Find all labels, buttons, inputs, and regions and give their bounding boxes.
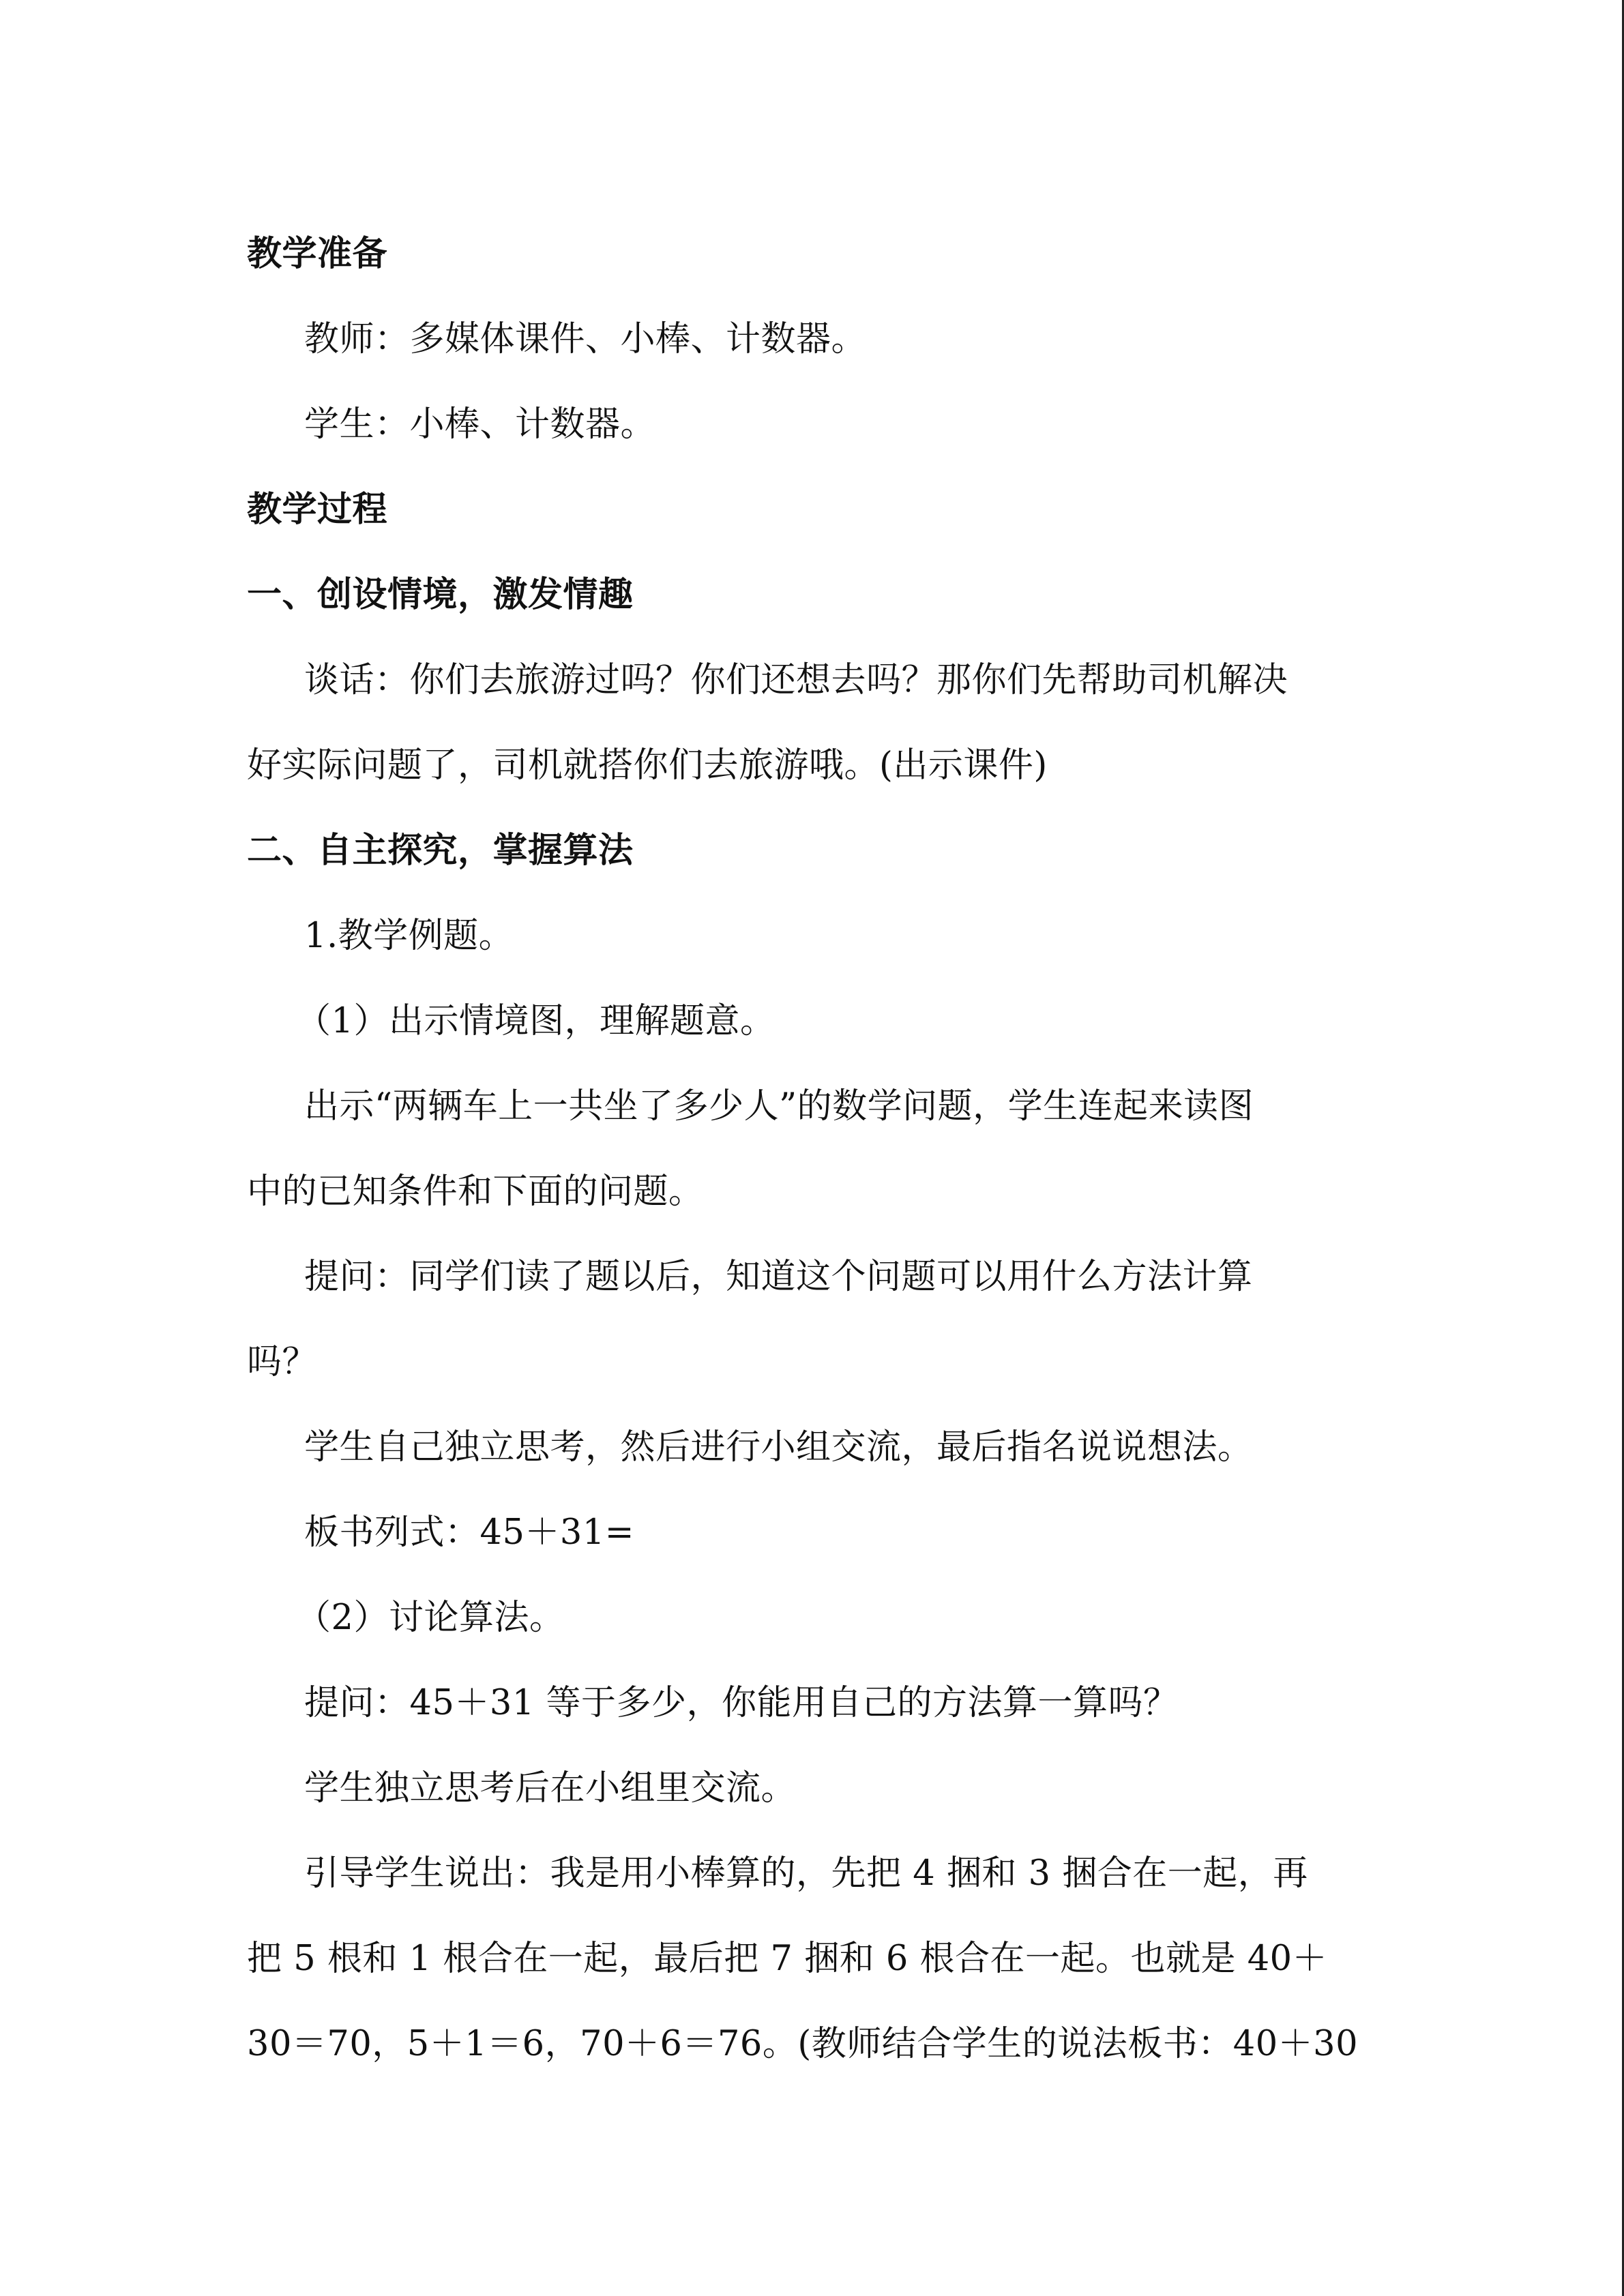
part2-title: 二、自主探究，掌握算法: [247, 831, 634, 871]
document-body: [247, 211, 1372, 2087]
guide-line2: 把 5 根和 1 根合在一起，最后把 7 捆和 6 根合在一起。也就是 40＋: [247, 1939, 1328, 1979]
board-equation: 板书列式：45＋31=: [304, 1512, 635, 1553]
ask-calculation: 提问：45＋31 等于多少，你能用自己的方法算一算吗？: [304, 1683, 1179, 1723]
group-discussion: 学生独立思考后在小组里交流。: [304, 1768, 797, 1808]
guide-line3: 30＝70，5＋1＝6，70＋6＝76。(教师结合学生的说法板书：40＋30: [247, 2024, 1359, 2064]
step1-title: （1）出示情境图，理解题意。: [296, 1001, 776, 1041]
guide-line1: 引导学生说出：我是用小棒算的，先把 4 捆和 3 捆合在一起，再: [304, 1853, 1308, 1894]
teacher-materials: 教师：多媒体课件、小棒、计数器。: [304, 319, 867, 359]
student-think: 学生自己独立思考，然后进行小组交流，最后指名说说想法。: [304, 1427, 1253, 1467]
item1-example: 1.教学例题。: [304, 916, 514, 956]
show-problem-line1: 出示“两辆车上一共坐了多少人”的数学问题，学生连起来读图: [304, 1086, 1254, 1127]
ask-question-line2: 吗？: [247, 1342, 318, 1382]
section-title-prep: 教学准备: [247, 234, 388, 274]
part1-title: 一、创设情境，激发情趣: [247, 575, 634, 615]
student-materials: 学生：小棒、计数器。: [304, 404, 656, 445]
part1-paragraph-line2: 好实际问题了，司机就搭你们去旅游哦。(出示课件): [247, 745, 1048, 786]
part1-paragraph-line1: 谈话：你们去旅游过吗？你们还想去吗？那你们先帮助司机解决: [304, 660, 1288, 700]
section-title-process: 教学过程: [247, 490, 388, 530]
show-problem-line2: 中的已知条件和下面的问题。: [247, 1172, 704, 1212]
step2-title: （2）讨论算法。: [296, 1598, 565, 1638]
ask-question-line1: 提问：同学们读了题以后，知道这个问题可以用什么方法计算: [304, 1257, 1253, 1297]
